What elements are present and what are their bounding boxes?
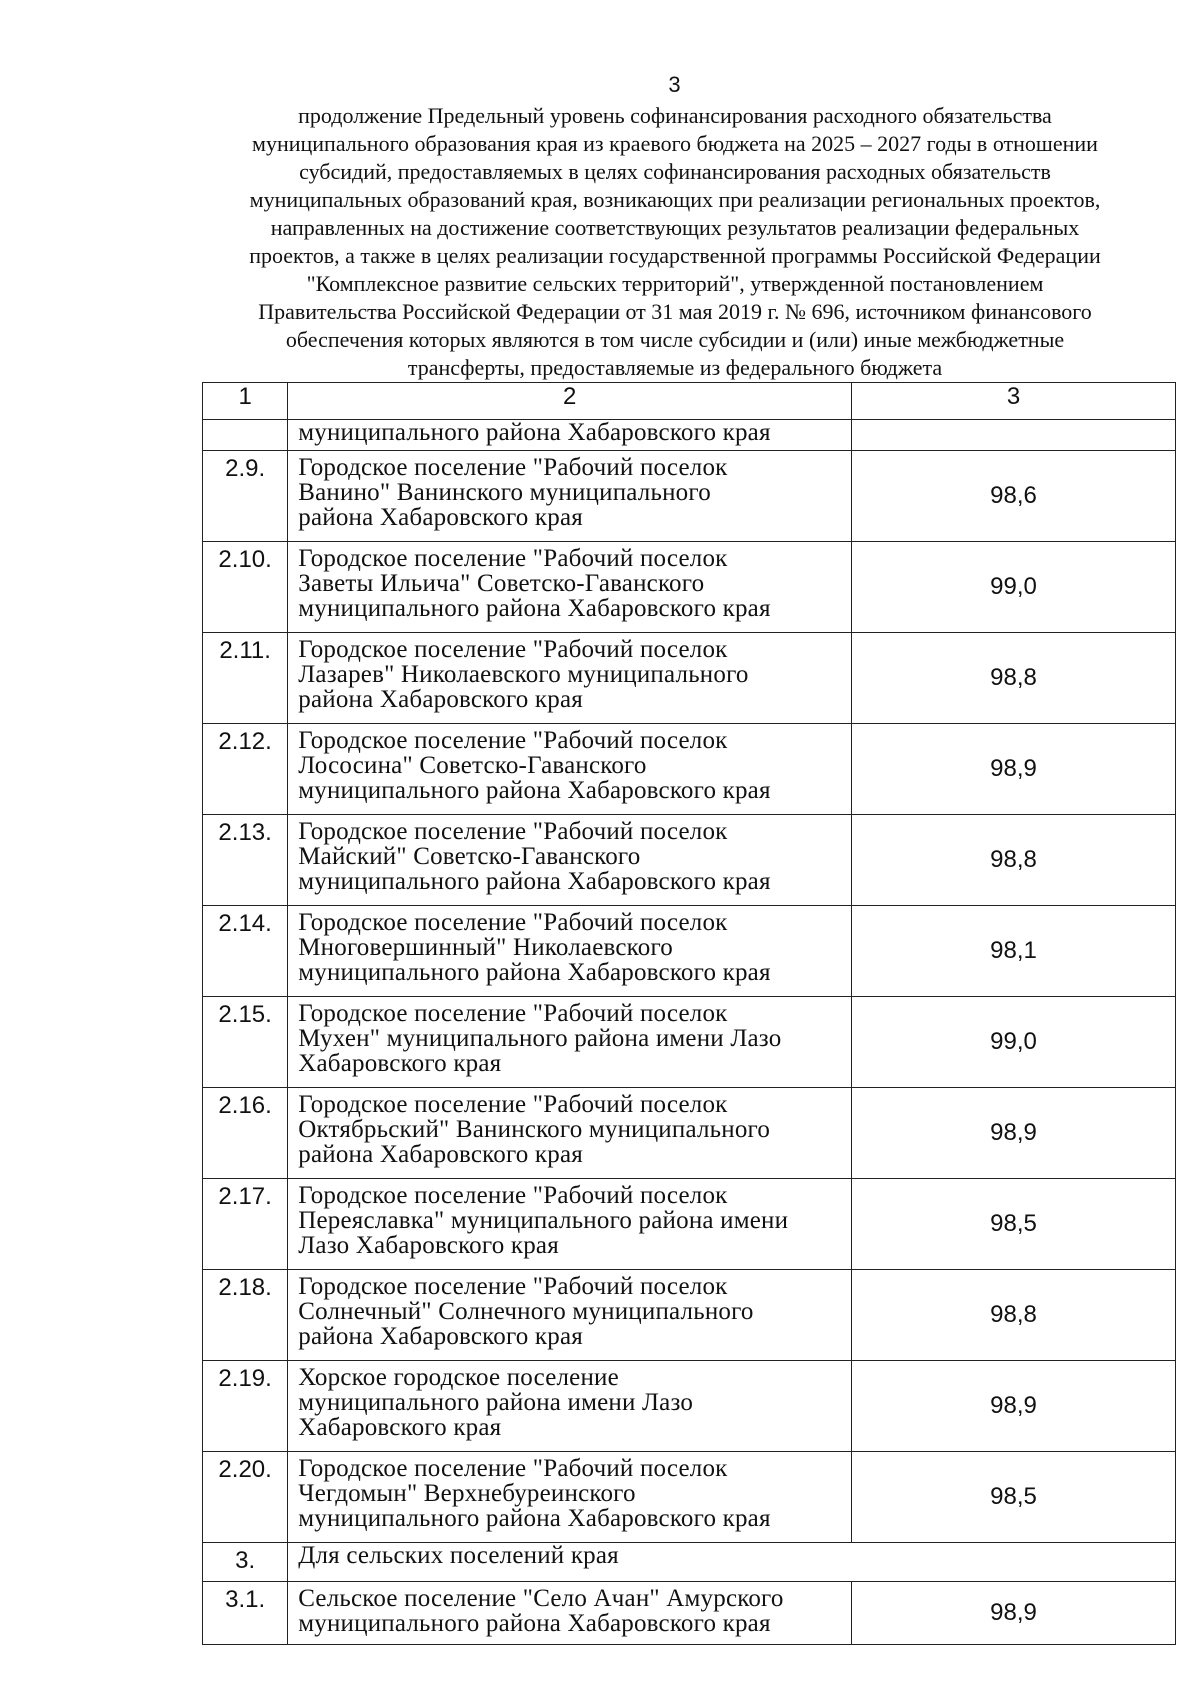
table-row xyxy=(203,1452,1176,1543)
municipality-name xyxy=(288,633,852,724)
cofinancing-value: 98,9 xyxy=(851,1361,1175,1452)
row-number: 2.14. xyxy=(203,906,288,997)
name-line: Ванино" Ванинского муниципального xyxy=(298,479,711,506)
title-line: направленных на достижение соответствующих результатов реализации федеральных xyxy=(270,215,1080,240)
municipality-name xyxy=(288,1179,852,1270)
name-line: Лазо Хабаровского края xyxy=(298,1232,559,1259)
name-line: Чегдомын" Верхнебуреинского xyxy=(298,1480,636,1507)
row-number: 3.1. xyxy=(203,1582,288,1645)
name-line: Майский" Советско-Гаванского xyxy=(298,843,641,870)
name-line: района Хабаровского края xyxy=(298,686,583,713)
row-number: 2.16. xyxy=(203,1088,288,1179)
row-number: 2.10. xyxy=(203,542,288,633)
table-row xyxy=(203,1582,1176,1645)
table-row-continuation xyxy=(203,420,1176,451)
table-row xyxy=(203,451,1176,542)
name-line: Лазарев" Николаевского муниципального xyxy=(298,661,749,688)
section-number: 3. xyxy=(203,1543,288,1582)
name-line: муниципального района Хабаровского края xyxy=(298,1505,771,1532)
cofinancing-value: 98,5 xyxy=(851,1452,1175,1543)
row-number: 2.17. xyxy=(203,1179,288,1270)
municipality-name xyxy=(288,542,852,633)
table-row xyxy=(203,724,1176,815)
name-line: Хорское городское поселение xyxy=(298,1364,619,1391)
column-header-3: 3 xyxy=(851,383,1175,420)
cofinancing-value: 98,9 xyxy=(851,724,1175,815)
title-line: субсидий, предоставляемых в целях софинансирования расходных обязательств xyxy=(299,159,1051,184)
title-line: Правительства Российской Федерации от 31 мая 2019 г. № 696, источником финансового xyxy=(258,299,1092,324)
row-number: 2.20. xyxy=(203,1452,288,1543)
name-line: района Хабаровского края xyxy=(298,1141,583,1168)
table-row xyxy=(203,1270,1176,1361)
name-line: муниципального района Хабаровского края xyxy=(298,1610,771,1637)
name-line: Многовершинный" Николаевского xyxy=(298,934,673,961)
name-line: муниципального района Хабаровского края xyxy=(298,868,771,895)
name-line: Солнечный" Солнечного муниципального xyxy=(298,1298,754,1325)
page-number: 3 xyxy=(668,72,681,97)
name-line: Городское поселение "Рабочий поселок xyxy=(298,1182,728,1209)
name-line: Городское поселение "Рабочий поселок xyxy=(298,1000,728,1027)
name-line: Заветы Ильича" Советско-Гаванского xyxy=(298,570,705,597)
municipality-name: муниципального района Хабаровского края xyxy=(288,420,852,451)
section-label: Для сельских поселений края xyxy=(288,1543,1176,1582)
column-header-1: 1 xyxy=(203,383,288,420)
table-row xyxy=(203,906,1176,997)
name-line: Хабаровского края xyxy=(298,1050,502,1077)
title-line: "Комплексное развитие сельских территорий", утвержденной постановлением xyxy=(306,271,1044,296)
cofinancing-value: 98,8 xyxy=(851,1270,1175,1361)
row-value xyxy=(851,420,1175,451)
cofinancing-value: 98,5 xyxy=(851,1179,1175,1270)
row-number: 2.9. xyxy=(203,451,288,542)
row-number: 2.15. xyxy=(203,997,288,1088)
municipality-name xyxy=(288,1452,852,1543)
name-line: муниципального района Хабаровского края xyxy=(298,777,771,804)
name-line: муниципального района Хабаровского края xyxy=(298,959,771,986)
cofinancing-value: 98,8 xyxy=(851,815,1175,906)
table-row xyxy=(203,542,1176,633)
table-row xyxy=(203,997,1176,1088)
name-line: Городское поселение "Рабочий поселок xyxy=(298,454,728,481)
name-line: Городское поселение "Рабочий поселок xyxy=(298,1455,728,1482)
municipality-name xyxy=(288,1361,852,1452)
name-line: Городское поселение "Рабочий поселок xyxy=(298,818,728,845)
name-line: Октябрьский" Ванинского муниципального xyxy=(298,1116,771,1143)
table-row xyxy=(203,1179,1176,1270)
title-line: проектов, а также в целях реализации государственной программы Российской Федерации xyxy=(249,243,1101,268)
row-number: 2.11. xyxy=(203,633,288,724)
cofinancing-value: 98,6 xyxy=(851,451,1175,542)
section-row xyxy=(203,1543,1176,1582)
municipality-name xyxy=(288,1582,852,1645)
name-line: Мухен" муниципального района имени Лазо xyxy=(298,1025,782,1052)
cofinancing-value: 98,9 xyxy=(851,1088,1175,1179)
table-row xyxy=(203,633,1176,724)
column-header-2: 2 xyxy=(288,383,852,420)
title-line: обеспечения которых являются в том числе субсидии и (или) иные межбюджетные xyxy=(285,327,1065,352)
name-line: Сельское поселение "Село Ачан" Амурского xyxy=(298,1585,784,1612)
name-line: Городское поселение "Рабочий поселок xyxy=(298,909,728,936)
name-line: Городское поселение "Рабочий поселок xyxy=(298,1273,728,1300)
name-line: Городское поселение "Рабочий поселок xyxy=(298,545,728,572)
name-line: Хабаровского края xyxy=(298,1414,502,1441)
name-line: муниципального района имени Лазо xyxy=(298,1389,694,1416)
row-number: 2.12. xyxy=(203,724,288,815)
cofinancing-value: 98,8 xyxy=(851,633,1175,724)
name-line: района Хабаровского края xyxy=(298,504,583,531)
municipality-name xyxy=(288,815,852,906)
document-title xyxy=(190,102,1160,382)
cofinancing-table xyxy=(202,382,1176,1645)
title-line: трансферты, предоставляемые из федерального бюджета xyxy=(407,355,943,380)
title-line: продолжение Предельный уровень софинансирования расходного обязательства xyxy=(298,103,1052,128)
table-header-row xyxy=(203,383,1176,420)
row-number xyxy=(203,420,288,451)
title-line: муниципального образования края из краевого бюджета на 2025 – 2027 годы в отношении xyxy=(252,131,1098,156)
municipality-name xyxy=(288,724,852,815)
table-row xyxy=(203,815,1176,906)
row-number: 2.19. xyxy=(203,1361,288,1452)
municipality-name xyxy=(288,1088,852,1179)
row-number: 2.13. xyxy=(203,815,288,906)
municipality-name xyxy=(288,1270,852,1361)
municipality-name xyxy=(288,997,852,1088)
municipality-name xyxy=(288,451,852,542)
name-line: Городское поселение "Рабочий поселок xyxy=(298,1091,728,1118)
cofinancing-value: 99,0 xyxy=(851,542,1175,633)
title-line: муниципальных образований края, возникающих при реализации региональных проектов, xyxy=(249,187,1101,212)
cofinancing-value: 99,0 xyxy=(851,997,1175,1088)
cofinancing-value: 98,9 xyxy=(851,1582,1175,1645)
cofinancing-value: 98,1 xyxy=(851,906,1175,997)
name-line: Переяславка" муниципального района имени xyxy=(298,1207,789,1234)
row-number: 2.18. xyxy=(203,1270,288,1361)
name-line: района Хабаровского края xyxy=(298,1323,583,1350)
municipality-name xyxy=(288,906,852,997)
table-row xyxy=(203,1088,1176,1179)
name-line: муниципального района Хабаровского края xyxy=(298,595,771,622)
name-line: Городское поселение "Рабочий поселок xyxy=(298,636,728,663)
name-line: Городское поселение "Рабочий поселок xyxy=(298,727,728,754)
name-line: Лососина" Советско-Гаванского xyxy=(298,752,647,779)
table-row xyxy=(203,1361,1176,1452)
